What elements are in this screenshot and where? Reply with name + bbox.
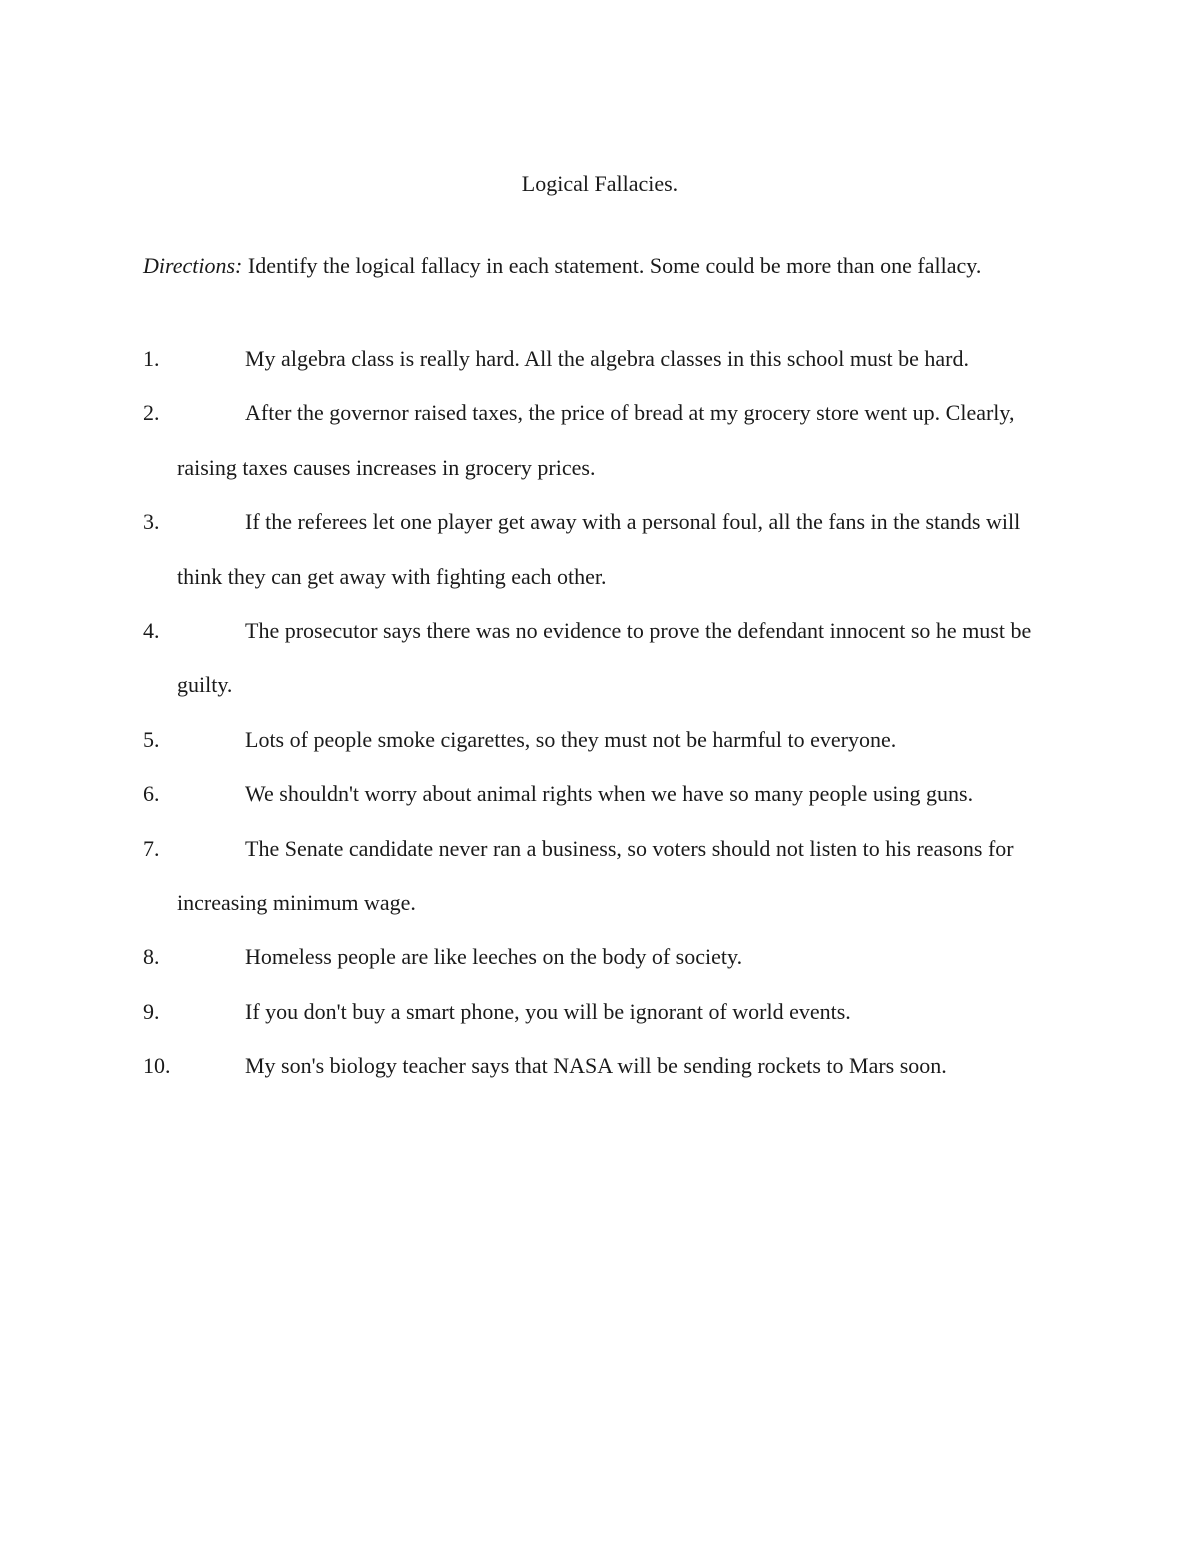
directions-label: Directions: [143, 253, 243, 278]
list-item [143, 713, 1063, 767]
list-item [143, 495, 1063, 604]
list-item [143, 822, 1063, 931]
item-text: We shouldn't worry about animal rights when we have so many people using guns. [245, 781, 974, 807]
list-item [143, 1039, 1063, 1093]
item-text: Homeless people are like leeches on the body of society. [245, 944, 743, 970]
item-number: 3. [143, 509, 160, 535]
list-item [143, 604, 1063, 713]
item-text: My son's biology teacher says that NASA will be sending rockets to Mars soon. [245, 1053, 947, 1079]
list-item [143, 332, 1063, 386]
item-text: After the governor raised taxes, the price of bread at my grocery store went up. Clearly, raising taxes causes increases in grocery prices. [177, 400, 1015, 480]
item-text: If the referees let one player get away with a personal foul, all the fans in the stands will think they can get away with fighting each other. [177, 509, 1021, 589]
item-text: If you don't buy a smart phone, you will be ignorant of world events. [245, 998, 851, 1024]
item-number: 4. [143, 618, 160, 644]
directions-text: Identify the logical fallacy in each statement. Some could be more than one fallacy. [242, 253, 982, 278]
item-number: 2. [143, 400, 160, 426]
item-text: Lots of people smoke cigarettes, so they must not be harmful to everyone. [245, 726, 897, 752]
document-title: Logical Fallacies. [521, 171, 679, 196]
item-text: The prosecutor says there was no evidence to prove the defendant innocent so he must be guilty. [177, 618, 1032, 698]
item-number: 5. [143, 726, 160, 752]
item-text: My algebra class is really hard. All the algebra classes in this school must be hard. [245, 346, 969, 371]
list-item [143, 930, 1063, 984]
item-number: 8. [143, 944, 160, 970]
item-number: 6. [143, 781, 160, 807]
directions-paragraph [143, 250, 1103, 282]
item-text: The Senate candidate never ran a business, so voters should not listen to his reasons for increasing minimum wage. [177, 835, 1014, 916]
item-number: 7. [143, 835, 160, 861]
fallacy-statement-list [143, 332, 1063, 1094]
item-number: 9. [143, 998, 160, 1024]
list-item [143, 985, 1063, 1039]
item-number: 10. [143, 1053, 171, 1079]
list-item [143, 386, 1063, 495]
item-number: 1. [143, 346, 160, 371]
list-item [143, 767, 1063, 821]
